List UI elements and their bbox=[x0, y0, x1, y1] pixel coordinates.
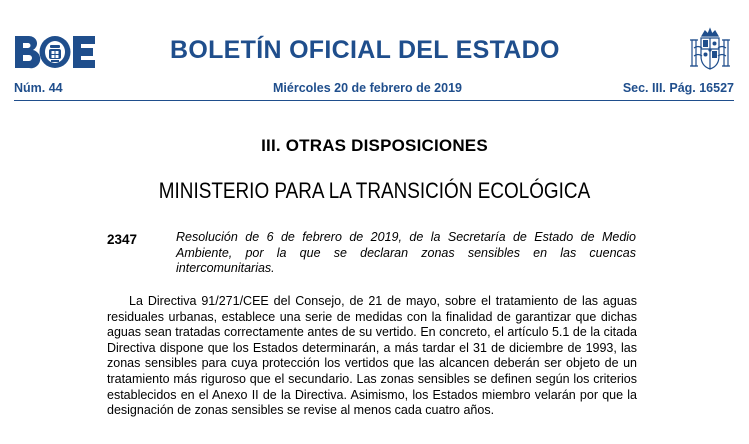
entry-number: 2347 bbox=[107, 232, 138, 247]
issue-number: Núm. 44 bbox=[14, 81, 63, 95]
boe-logo bbox=[14, 35, 96, 69]
entry-title: Resolución de 6 de febrero de 2019, de la Secretaría de Estado de Medio Ambiente, por la que se declaran zonas sensibles en las cuencas intercomunitarias. bbox=[176, 230, 636, 275]
gazette-title: BOLETÍN OFICIAL DEL ESTADO bbox=[170, 36, 560, 64]
section-title: III. OTRAS DISPOSICIONES bbox=[261, 136, 488, 155]
header-divider bbox=[14, 100, 734, 101]
issue-metadata-row bbox=[14, 81, 734, 99]
issue-date: Miércoles 20 de febrero de 2019 bbox=[273, 81, 462, 95]
ministry-title: MINISTERIO PARA LA TRANSICIÓN ECOLÓGICA bbox=[158, 178, 591, 203]
body-paragraph: La Directiva 91/271/CEE del Consejo, de 21 de mayo, sobre el tratamiento de las aguas residuales urbanas, establece una serie de medidas con la finalidad de garantizar que dichas aguas sean tratadas correctamente antes de su vertido. En concreto, el artículo 5.1 de la citada Directiva dispone que los Estados determinarán, a más tardar el 31 de diciembre de 1993, las zonas sensibles para cuya protección los vertidos que las alcancen deberán ser objeto de un tratamiento más riguroso que el secundario. Las zonas sensibles se definen según los criterios establecidos en el Anexo II de la Directiva. Asimismo, los Estados miembro velarán por que la designación de zonas sensibles se revise al menos cada cuatro años. bbox=[107, 294, 637, 418]
coat-of-arms-icon bbox=[688, 26, 732, 74]
section-page: Sec. III. Pág. 16527 bbox=[622, 81, 734, 95]
